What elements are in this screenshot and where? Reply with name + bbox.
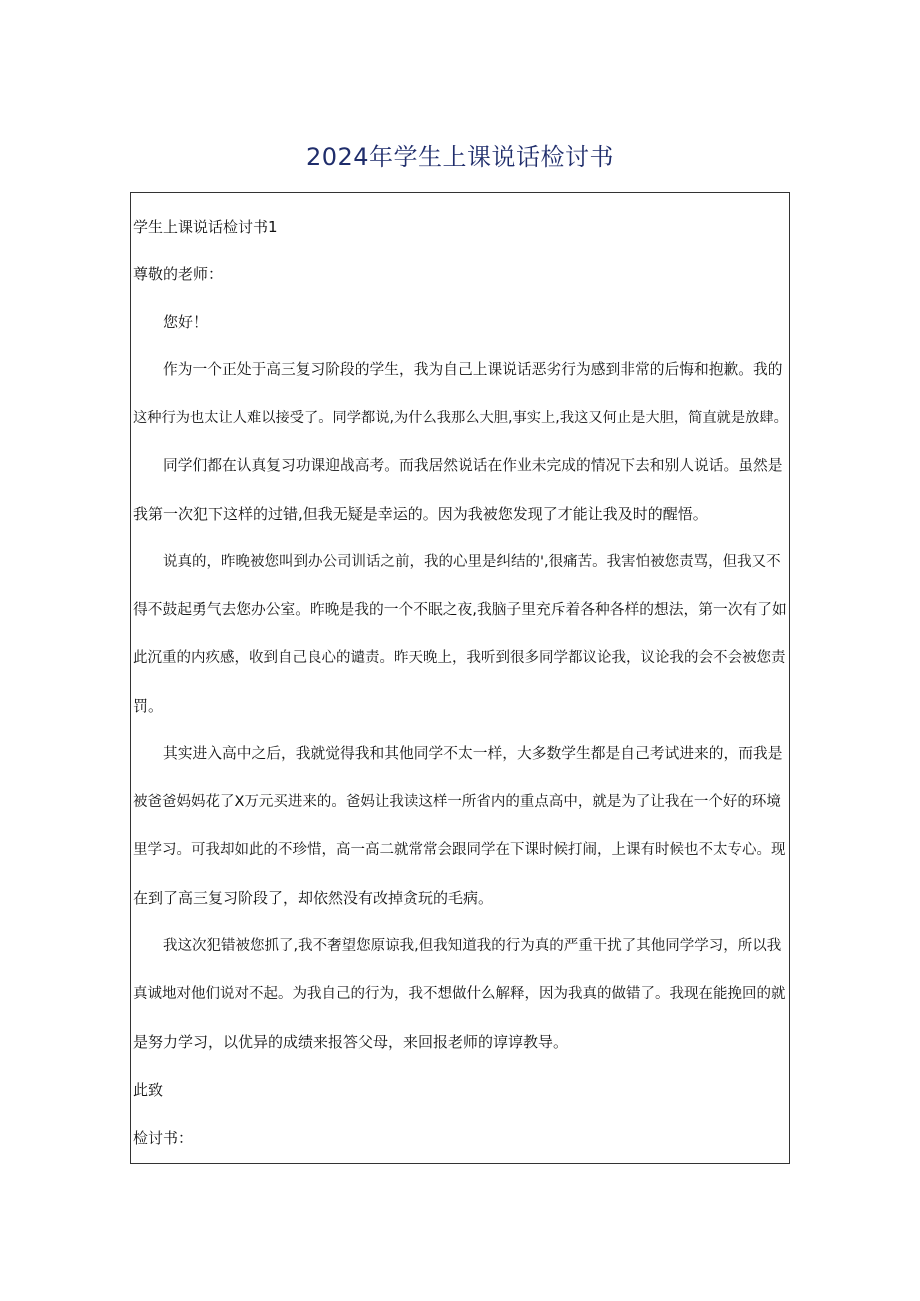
paragraph-4-line-3: 里学习。可我却如此的不珍惜，高一高二就常常会跟同学在下课时候打闹，上课有时候也不太专心。现 — [133, 842, 786, 858]
paragraph-3-line-2: 得不鼓起勇气去您办公室。昨晚是我的一个不眠之夜,我脑子里充斥着各种各样的想法，第一次有了如 — [133, 601, 787, 618]
paragraph-3-line-1: 说真的，昨晚被您叫到办公司训话之前，我的心里是纠结的',很痛苦。我害怕被您责骂，但我又不 — [163, 554, 781, 570]
paragraph-5-line-3: 是努力学习，以优异的成绩来报答父母，来回报老师的谆谆教导。 — [133, 1033, 569, 1051]
closing: 此致 — [133, 1081, 164, 1099]
content-box — [130, 192, 790, 1164]
paragraph-3-line-4: 罚。 — [133, 697, 164, 715]
paragraph-4-line-4: 在到了高三复习阶段了，却依然没有改掉贪玩的毛病。 — [133, 889, 494, 907]
paragraph-5-line-1: 我这次犯错被您抓了,我不奢望您原谅我,但我知道我的行为真的严重干扰了其他同学学习，所以我 — [163, 938, 782, 954]
paragraph-4-line-2: 被爸爸妈妈花了X万元买进来的。爸妈让我读这样一所省内的重点高中，就是为了让我在一个好的环境 — [133, 794, 781, 810]
signature-label: 检讨书： — [133, 1129, 194, 1147]
section-heading: 学生上课说话检讨书1 — [133, 218, 278, 236]
paragraph-1-line-1: 作为一个正处于高三复习阶段的学生，我为自己上课说话恶劣行为感到非常的后悔和抱歉。我的 — [163, 361, 783, 378]
paragraph-3-line-3: 此沉重的内疚感，收到自己良心的谴责。昨天晚上，我听到很多同学都议论我，议论我的会不会被您责 — [133, 650, 786, 666]
salutation: 尊敬的老师： — [133, 265, 224, 283]
document-title: 2024年学生上课说话检讨书 — [305, 143, 615, 171]
paragraph-2-line-1: 同学们都在认真复习功课迎战高考。而我居然说话在作业未完成的情况下去和别人说话。虽然是 — [163, 457, 783, 474]
paragraph-2-line-2: 我第一次犯下这样的过错,但我无疑是幸运的。因为我被您发现了才能让我及时的醒悟。 — [133, 505, 708, 523]
paragraph-5-line-2: 真诚地对他们说对不起。为我自己的行为，我不想做什么解释，因为我真的做错了。我现在能挽回的就 — [133, 986, 786, 1002]
paragraph-4-line-1: 其实进入高中之后，我就觉得我和其他同学不太一样，大多数学生都是自己考试进来的，而我是 — [163, 745, 783, 762]
greeting: 您好！ — [163, 313, 209, 331]
paragraph-1-line-2: 这种行为也太让人难以接受了。同学都说,为什么我那么大胆,事实上,我这又何止是大胆，简直就是放肆。 — [133, 410, 788, 426]
